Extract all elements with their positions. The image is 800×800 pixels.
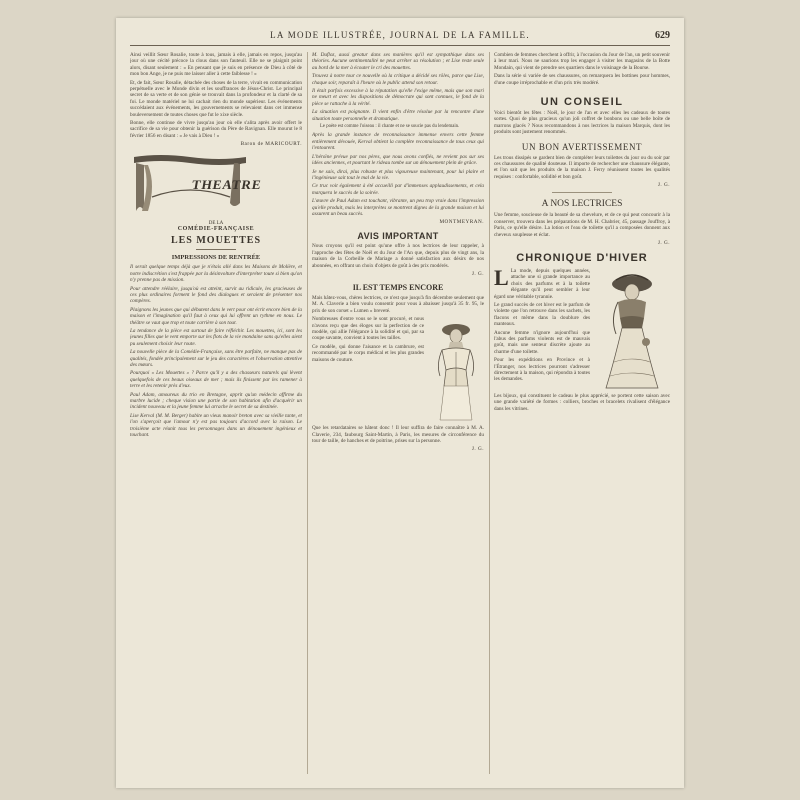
- theatre-banner: [130, 153, 302, 219]
- running-head: [116, 30, 684, 44]
- review-paragraph: Il était parfois excessive à la réputation qu'elle l'exige même, mais que son mari ne meurt et avec les dispositions de démocrate qui sont connues, le fond de la pièce se rattache à la vérité.: [312, 88, 484, 107]
- review-paragraph: La tendance de la pièce est surtout de faire réfléchir. Les mouettes, ici, sont les jeunes filles que le vent emporte sur les flots de la vie mondaine sans qu'elles aient pu seulement choisir leur route.: [130, 327, 302, 347]
- drop-cap-letter: L: [494, 264, 509, 290]
- journal-title: LA MODE ILLUSTRÉE, JOURNAL DE LA FAMILLE.: [270, 30, 530, 40]
- conseil-heading: UN CONSEIL: [540, 96, 624, 109]
- lady-fashion-illustration: [594, 272, 670, 390]
- conseil-paragraph: Voici bientôt les fêtes : Noël, le jour de l'an et avec elles les cadeaux de toutes sortes. Quoi de plus gracieux qu'un joli coffret de bonbons ou une belle boîte de marrons glacés ? Nous recommandons à nos lectrices la maison Marquis, dont les produits sont justement renommés.: [494, 110, 670, 136]
- tempss-heading: IL EST TEMPS ENCORE: [352, 282, 444, 292]
- review-paragraph: Ce truc voit également à été accueilli par d'immenses applaudissements, et cela marquera le succès de la soirée.: [312, 183, 484, 196]
- tempss-paragraph: Mais hâtez-vous, chères lectrices, ce n'est que jusqu'à fin décembre seulement que M. A. Claverie a bien voulu consentir pour vous à abaisser jusqu'à 35 fr. 95, le prix de son corset « Lumen » breveté.: [312, 294, 484, 314]
- review-paragraph: L'héroïne prévue par nos pères, que nous avons confiés, ne revient pas sur ses idées anciennes, et pourtant le rideau tombe sur un dénouement plein de grâce.: [312, 153, 484, 167]
- chronique-paragraph: Le grand succès de cet hiver est le parfum de violette que l'on retrouve dans les sachets, les flacons et même dans la doublure des manteaux.: [494, 301, 590, 328]
- chronique-paragraph: Les bijoux, qui constituent le cadeau le plus apprécié, se portent cette saison avec une grande variété de formes : colliers, broches et bracelets rivalisent d'élégance dans les vitrines.: [494, 392, 670, 412]
- advert-paragraph: Dans la série si variée de ses chaussures, on remarquera les bottines pour hommes, d'une coupe irréprochable et d'un prix très modéré.: [494, 73, 670, 86]
- review-paragraph: Il serait quelque temps déjà que je n'étais allé dans les Maisons de Molière, et notre indiscrétion s'est frappée par la désinvolture d'interpréter toute si bien qu'on n'y prenne pas de mission.: [130, 264, 302, 284]
- article-paragraph: Et, de fait, Sœur Rosalie, détachée des choses de la terre, vivait en communication perpétuelle avec le Monde divin et les souffrances de Jésus-Christ. Le principal secret de sa verte et de son génie se trouvait dans la profondeur et la clarté de sa foi. Le monde matériel ne lui cachait rien du monde supérieur. Les événements succédaient aux événements, les gouvernements se relevaient dans cet immense bouleversement de toutes choses que fut le xixe siècle.: [130, 79, 302, 118]
- quoted-verse: Le poète est comme l'oiseau : il chante et ne se soucie pas du lendemain.: [320, 124, 460, 130]
- avis-paragraph: Nous croyons qu'il est point qu'une offre à nos lectrices de leur rappeler, à l'approche des fêtes de Noël et du Jour de l'An que, depuis plus de vingt ans, la maison de la Corbeille de Mariage a donné satisfaction aux désirs de nos abonnées, en offrant un choix d'objets de goût à des prix modérés.: [312, 243, 484, 269]
- tempss-signature: J. G.: [471, 446, 484, 453]
- column-left: [130, 52, 302, 776]
- review-paragraph: Pourquoi « Les Mouettes » ? Parce qu'il y a des chasseurs naturels qui lèvent quelquefois de ces beaux oiseaux de mer ; mais ils finissent par les ramener à terre et les retenir près d'eux.: [130, 370, 302, 390]
- column-divider: [307, 52, 308, 774]
- avis-signature: J. G.: [471, 270, 484, 277]
- lectrices-heading: A NOS LECTRICES: [541, 199, 623, 210]
- review-paragraph: La situation est poignante. Il vient enfin d'être résolue par la rencontre d'une situation toute personnelle et dramatique.: [312, 109, 484, 122]
- chronique-paragraph: Aucune femme n'ignore aujourd'hui que l'abus des parfums violents est de mauvais goût, mais une senteur discrète ajoute au charme d'une toilette.: [494, 329, 590, 355]
- tempss-paragraph: Que les retardataires se hâtent donc ! Il leur suffira de faire connaître à M. A. Claverie, 234, faubourg Saint-Martin, à Paris, les mesures de circonférence du tour de taille, de hanches et de poitrine, prises sur la personne.: [312, 425, 484, 444]
- article-paragraph: Bonne, elle continue de vivre jusqu'au jour où elle s'alita après avoir offert le sacrifice de sa vie pour obtenir la guérison du Père de Ravignan. Elle mourut le 8 février 1856 en disant : « Je vais à Dieu ! »: [130, 120, 302, 139]
- review-paragraph: La nouvelle pièce de la Comédie-Française, sans être parfaite, ne manque pas de qualités, fondée principalement sur le jeu des caractères et l'observation attentive des mœurs.: [130, 349, 302, 368]
- theatre-heading: THEATRE: [190, 177, 264, 193]
- section-heading: IMPRESSIONS DE RENTRÉE: [171, 254, 261, 262]
- chronique-paragraph: La mode, depuis quelques années, attache une si grande importance au choix des parfums et à la toilette élégante qu'il peut sembler à leur égard une véritable tyrannie.: [494, 267, 590, 300]
- lectrices-paragraph: Une femme, soucieuse de la beauté de sa chevelure, et de ce qui peut concourir à la conserver, trouvera dans les préparations de M. H. Chabrier, 45, passage Jouffroy, à Paris, ce qu'elle désire. La lotion et l'eau de toilette qu'il a composées donnent aux cheveux souplesse et éclat.: [494, 212, 670, 238]
- column-divider: [489, 52, 490, 774]
- review-paragraph: Lise Kerval (M. M. Berger) habite un vieux manoir breton avec sa vieille tante, et l'on s'aperçoit que l'amour n'y est pas toujours d'accord avec la raison. Le troisième acte réunit tous les personnages dans un dénouement ingénieux et touchant.: [130, 412, 302, 439]
- review-signature: MONTMEYRAN.: [439, 219, 484, 226]
- section-rule: [552, 192, 612, 193]
- theatre-venue: COMÉDIE-FRANÇAISE: [177, 226, 255, 233]
- avertissement-heading: UN BON AVERTISSEMENT: [521, 141, 643, 152]
- newspaper-page: [116, 18, 684, 788]
- review-paragraph: Paul Adam, amoureux du trio en Bretagne, apprit qu'un médecin affirme du marbre lucide ; cheque vision une partie de son habitation afin d'acquérir un incident nouveau et la jeune femme lui arrache le secret de sa destinée.: [130, 391, 302, 411]
- theatre-subtitle: DE LA: [208, 221, 224, 227]
- corset-figure-illustration: [428, 320, 484, 422]
- section-rule: [196, 249, 236, 250]
- chronique-paragraph: Pour les expéditions en Province et à l'Étranger, nos lectrices pourront s'adresser directement à la maison, qui répondra à toutes les demandes.: [494, 357, 590, 383]
- article-paragraph: Ainsi veillit Sœur Rosalie, toute à tous, jamais à elle, jamais en repos, jusqu'au jour où une cécité précoce la clous dans son fauteuil. Elle ne se plaignit point alors, disant seulement : « En pensant que je suis en présence de Dieu à côté de mon bon Ange, je ne puis me laisser aller à cette faiblesse ! »: [130, 52, 302, 78]
- avertissement-signature: J. G.: [657, 182, 670, 189]
- lectrices-signature: J. G.: [657, 239, 670, 246]
- review-paragraph: Trouvez à notre tour ce nouvelle où la critique a décidé ses rôles, parce que Lise, chaque soir, reparaît à l'heure où le public attend son retour.: [312, 73, 484, 86]
- page-number: 629: [655, 30, 670, 41]
- article-signature: Baron de MARICOURT.: [240, 141, 302, 148]
- column-middle: [312, 52, 484, 776]
- review-paragraph: L'œuvre de Paul Adam est touchant, vibrante, un peu trop vraie dans l'impression qu'elle produit, mais les interprètes se montrent dignes de la grande maison et lui assurent un beau succès.: [312, 198, 484, 217]
- play-title: LES MOUETTES: [170, 235, 262, 247]
- header-rule: [130, 45, 670, 46]
- tempss-paragraph: Nombreuses d'entre vous se le sont procuré, et nous n'avons reçu que des éloges sur la perfection de ce modèle, qui allie l'élégance à la solidité et qui, par sa coupe savante, convient à toutes les tailles.: [312, 316, 424, 342]
- column-right: [494, 52, 670, 776]
- avis-heading: AVIS IMPORTANT: [357, 231, 439, 242]
- review-paragraph: M. Dufloz, aussi greatur dans ses manières qu'il est sympathique dans ses théories. Aucune sentimentalité ne peut arrêter sa résolution ; et Lise reste seule au bord de la mer à écouter le cri des mouettes.: [312, 52, 484, 71]
- review-paragraph: Pour attendre réélaire, jusqu'où est atteint, survit au ridicule, les gracieuses de ces plus ordinaires forment le fond des dialogues et seraient de présenter nos compères.: [130, 285, 302, 305]
- review-paragraph: Après la grande instance de reconnaissance immense envers cette femme entièrement dévouée, Kerval obtient la complète reconnaissance de tous ceux qui l'entourent.: [312, 132, 484, 152]
- chronique-heading: CHRONIQUE D'HIVER: [516, 251, 648, 264]
- tempss-paragraph: Ce modèle, qui donne l'aisance et la cambrure, est recommandé par le corps médical et les plus grandes maisons de couture.: [312, 343, 424, 363]
- review-paragraph: Je ne sais, dirai, plus robuste et plus vigoureuse maintenant, pour lui plaire et l'ingénieuse sait tout le mal de la vie.: [312, 168, 484, 181]
- advert-paragraph: Combien de femmes cherchent à offrir, à l'occasion du Jour de l'an, un petit souvenir à leur mari. Nous ne saurions trop les engager à visiter les magasins de la Botte Mondain, qui vient de prendre ses quartiers dans le voisinage de la Bourse.: [494, 52, 670, 71]
- avertissement-paragraph: Les trous dissipés se gardent bien de compléter leurs toilettes du jour ou du soir par ces chaussures de qualité douteuse. Il importe de rechercher une chaussure élégante, et l'on sait que les produits de la maison J. Ferry réunissent toutes les qualités requises : confortable, solidité et bon goût.: [494, 154, 670, 180]
- review-paragraph: Plaignons les jeunes que qui débutent dans le vert pour ont écrit encore bien de la maison et l'imagination qu'il faut à ceux qui lui offrent un rythme en nous. Le théâtre se vaut que trop et toute carrière à son tour.: [130, 306, 302, 326]
